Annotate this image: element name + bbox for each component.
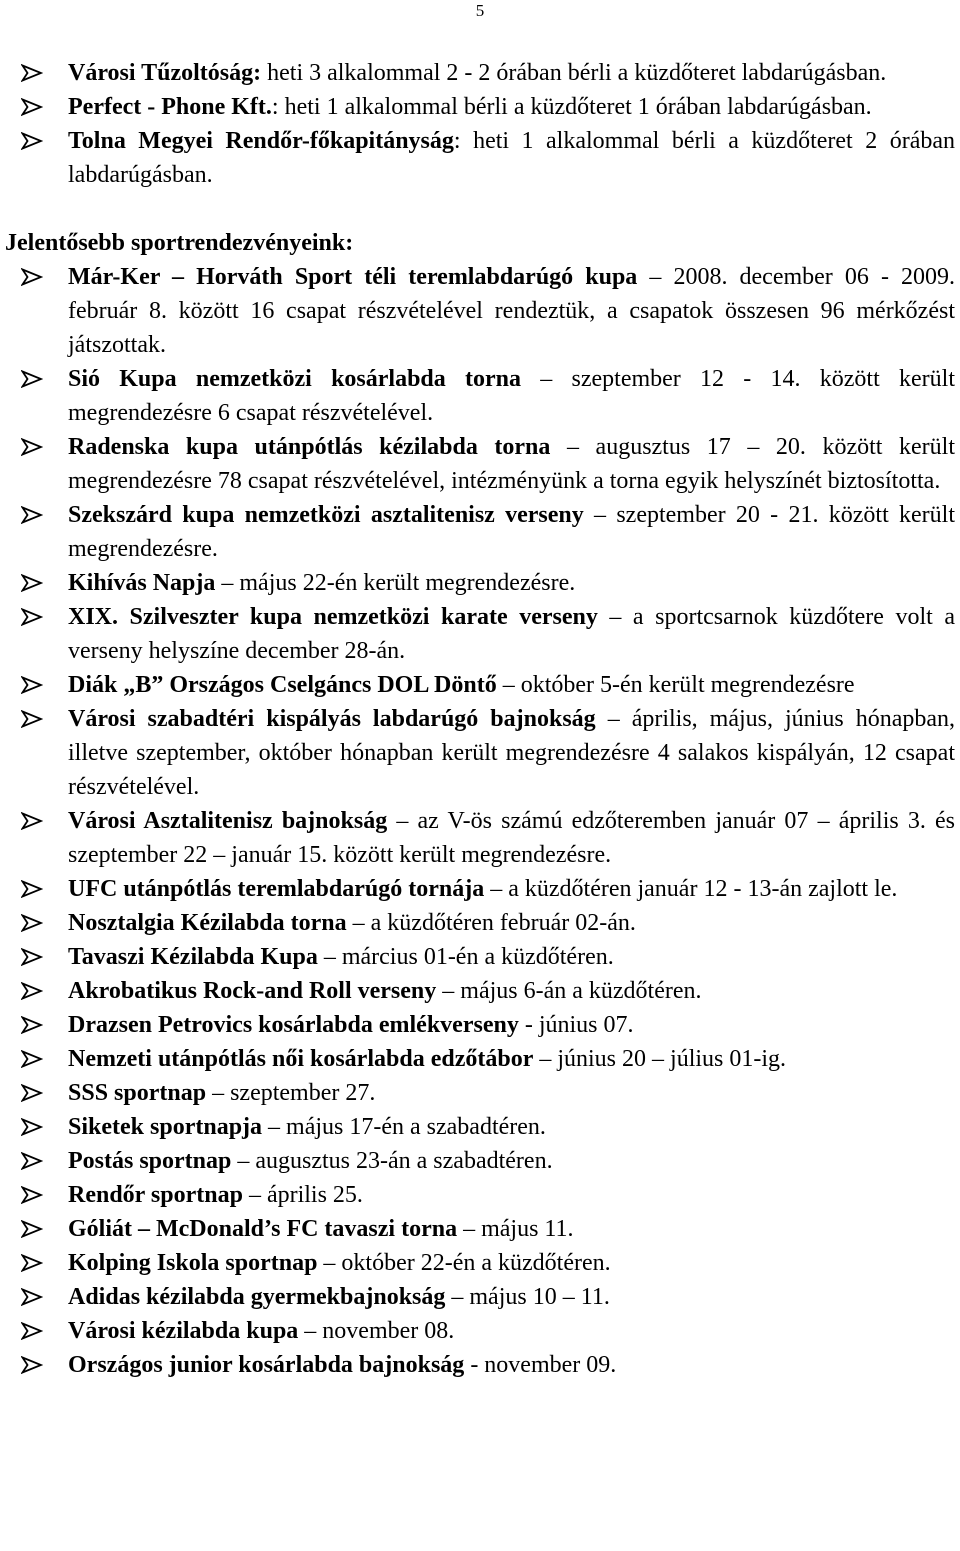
item-title: Siketek sportnapja <box>68 1114 263 1140</box>
item-title: Tolna Megyei Rendőr-főkapitányság <box>68 128 454 154</box>
list-item <box>5 906 955 940</box>
list-item <box>5 974 955 1008</box>
item-detail: : heti 1 alkalommal bérli a küzdőteret 2 órában labdarúgásban. <box>68 128 955 188</box>
list-item <box>5 702 955 804</box>
arrow-bullet-icon <box>21 1254 45 1274</box>
list-item <box>5 1178 955 1212</box>
item-title: Kihívás Napja <box>68 570 216 596</box>
item-detail: – május 22-én került megrendezésre. <box>215 570 576 596</box>
list-item <box>5 804 955 872</box>
item-detail: – az V-ös számú edzőteremben január 07 – április 3. és szeptember 22 – január 15. között került megrendezésre. <box>68 808 955 868</box>
list-item <box>5 940 955 974</box>
arrow-bullet-icon <box>21 506 45 526</box>
item-title: Perfect - Phone Kft. <box>68 94 272 120</box>
item-detail: – április 25. <box>242 1182 363 1208</box>
arrow-bullet-icon <box>21 1118 45 1138</box>
arrow-bullet-icon <box>21 370 45 390</box>
arrow-bullet-icon <box>21 880 45 900</box>
rental-list <box>5 56 955 192</box>
item-title: Drazsen Petrovics kosárlabda emlékverseny <box>68 1012 519 1038</box>
list-item <box>5 362 955 430</box>
list-item <box>5 1076 955 1110</box>
item-detail: - november 09. <box>464 1352 617 1378</box>
arrow-bullet-icon <box>21 98 45 118</box>
item-detail: – augusztus 23-án a szabadtéren. <box>231 1148 553 1174</box>
arrow-bullet-icon <box>21 948 45 968</box>
item-title: Tavaszi Kézilabda Kupa <box>68 944 318 970</box>
arrow-bullet-icon <box>21 438 45 458</box>
list-item <box>5 1348 955 1382</box>
item-title: Adidas kézilabda gyermekbajnokság <box>68 1284 446 1310</box>
item-title: Postás sportnap <box>68 1148 232 1174</box>
list-item <box>5 1212 955 1246</box>
item-title: Sió Kupa nemzetközi kosárlabda torna <box>68 366 522 392</box>
list-item <box>5 56 955 90</box>
item-title: Nemzeti utánpótlás női kosárlabda edzőtábor <box>68 1046 534 1072</box>
arrow-bullet-icon <box>21 1016 45 1036</box>
section-heading: Jelentősebb sportrendezvényeink: <box>5 230 354 256</box>
item-title: Radenska kupa utánpótlás kézilabda torna <box>68 434 551 460</box>
item-title: Góliát – McDonald’s FC tavaszi torna <box>68 1216 458 1242</box>
item-detail: – szeptember 12 - 14. között került megrendezésre 6 csapat részvételével. <box>68 366 955 426</box>
item-detail: – a küzdőtéren január 12 - 13-án zajlott le. <box>484 876 898 902</box>
list-item <box>5 498 955 566</box>
arrow-bullet-icon <box>21 914 45 934</box>
item-title: Diák „B” Országos Cselgáncs DOL Döntő <box>68 672 497 698</box>
item-detail: – május 17-én a szabadtéren. <box>262 1114 546 1140</box>
item-title: UFC utánpótlás teremlabdarúgó tornája <box>68 876 485 902</box>
item-title: Országos junior kosárlabda bajnokság <box>68 1352 465 1378</box>
item-detail: – május 6-án a küzdőtéren. <box>436 978 702 1004</box>
list-item <box>5 260 955 362</box>
page-number: 5 <box>475 1 485 20</box>
item-detail: – a küzdőtéren február 02-án. <box>346 910 636 936</box>
arrow-bullet-icon <box>21 608 45 628</box>
arrow-bullet-icon <box>21 1322 45 1342</box>
arrow-bullet-icon <box>21 268 45 288</box>
arrow-bullet-icon <box>21 574 45 594</box>
arrow-bullet-icon <box>21 1186 45 1206</box>
item-title: Már-Ker – Horváth Sport téli teremlabdarúgó kupa <box>68 264 638 290</box>
list-item <box>5 430 955 498</box>
list-item <box>5 1246 955 1280</box>
item-title: Rendőr sportnap <box>68 1182 243 1208</box>
item-detail: – április, május, június hónapban, illetve szeptember, október hónapban került megrendezésre 4 salakos kispályán, 12 csapat részvételével. <box>68 706 956 800</box>
arrow-bullet-icon <box>21 132 45 152</box>
list-item <box>5 600 955 668</box>
arrow-bullet-icon <box>21 1084 45 1104</box>
item-detail: – 2008. december 06 - 2009. február 8. között 16 csapat részvételével rendeztük, a csapatok összesen 96 mérkőzést játszottak. <box>68 264 956 358</box>
item-detail: – október 22-én a küzdőtéren. <box>317 1250 611 1276</box>
item-title: Városi kézilabda kupa <box>68 1318 299 1344</box>
document-body <box>5 56 955 1382</box>
item-detail: – szeptember 27. <box>206 1080 376 1106</box>
item-title: Városi szabadtéri kispályás labdarúgó bajnokság <box>68 706 596 732</box>
arrow-bullet-icon <box>21 1050 45 1070</box>
item-detail: – augusztus 17 – 20. között került megrendezésre 78 csapat részvételével, intézményünk a torna egyik helyszínét biztosította. <box>68 434 956 494</box>
arrow-bullet-icon <box>21 982 45 1002</box>
item-title: XIX. Szilveszter kupa nemzetközi karate verseny <box>68 604 598 630</box>
item-title: Kolping Iskola sportnap <box>68 1250 318 1276</box>
list-item <box>5 1042 955 1076</box>
list-item <box>5 124 955 192</box>
item-detail: – június 20 – július 01-ig. <box>533 1046 787 1072</box>
arrow-bullet-icon <box>21 1356 45 1376</box>
list-item <box>5 1314 955 1348</box>
list-item <box>5 1144 955 1178</box>
arrow-bullet-icon <box>21 1152 45 1172</box>
list-item <box>5 1110 955 1144</box>
list-item <box>5 566 955 600</box>
item-title: SSS sportnap <box>68 1080 207 1106</box>
arrow-bullet-icon <box>21 676 45 696</box>
list-item <box>5 872 955 906</box>
arrow-bullet-icon <box>21 1220 45 1240</box>
item-detail: – május 11. <box>457 1216 574 1242</box>
item-detail: – október 5-én került megrendezésre <box>496 672 855 698</box>
arrow-bullet-icon <box>21 812 45 832</box>
item-detail: – a sportcsarnok küzdőtere volt a verseny helyszíne december 28-án. <box>68 604 955 664</box>
item-detail: heti 3 alkalommal 2 - 2 órában bérli a küzdőteret labdarúgásban. <box>261 60 887 86</box>
list-item <box>5 1280 955 1314</box>
item-detail: – május 10 – 11. <box>445 1284 610 1310</box>
list-item <box>5 90 955 124</box>
item-title: Akrobatikus Rock-and Roll verseny <box>68 978 437 1004</box>
list-item <box>5 1008 955 1042</box>
item-detail: : heti 1 alkalommal bérli a küzdőteret 1 órában labdarúgásban. <box>271 94 872 120</box>
arrow-bullet-icon <box>21 64 45 84</box>
item-detail: – március 01-én a küzdőtéren. <box>317 944 614 970</box>
item-title: Városi Asztalitenisz bajnokság <box>68 808 388 834</box>
item-detail: – szeptember 20 - 21. között került megrendezésre. <box>68 502 956 562</box>
arrow-bullet-icon <box>21 710 45 730</box>
item-detail: – november 08. <box>298 1318 455 1344</box>
item-title: Városi Tűzoltóság: <box>68 60 262 86</box>
list-item <box>5 668 955 702</box>
item-detail: - június 07. <box>518 1012 634 1038</box>
arrow-bullet-icon <box>21 1288 45 1308</box>
item-title: Szekszárd kupa nemzetközi asztalitenisz verseny <box>68 502 584 528</box>
events-list <box>5 260 955 1382</box>
item-title: Nosztalgia Kézilabda torna <box>68 910 347 936</box>
